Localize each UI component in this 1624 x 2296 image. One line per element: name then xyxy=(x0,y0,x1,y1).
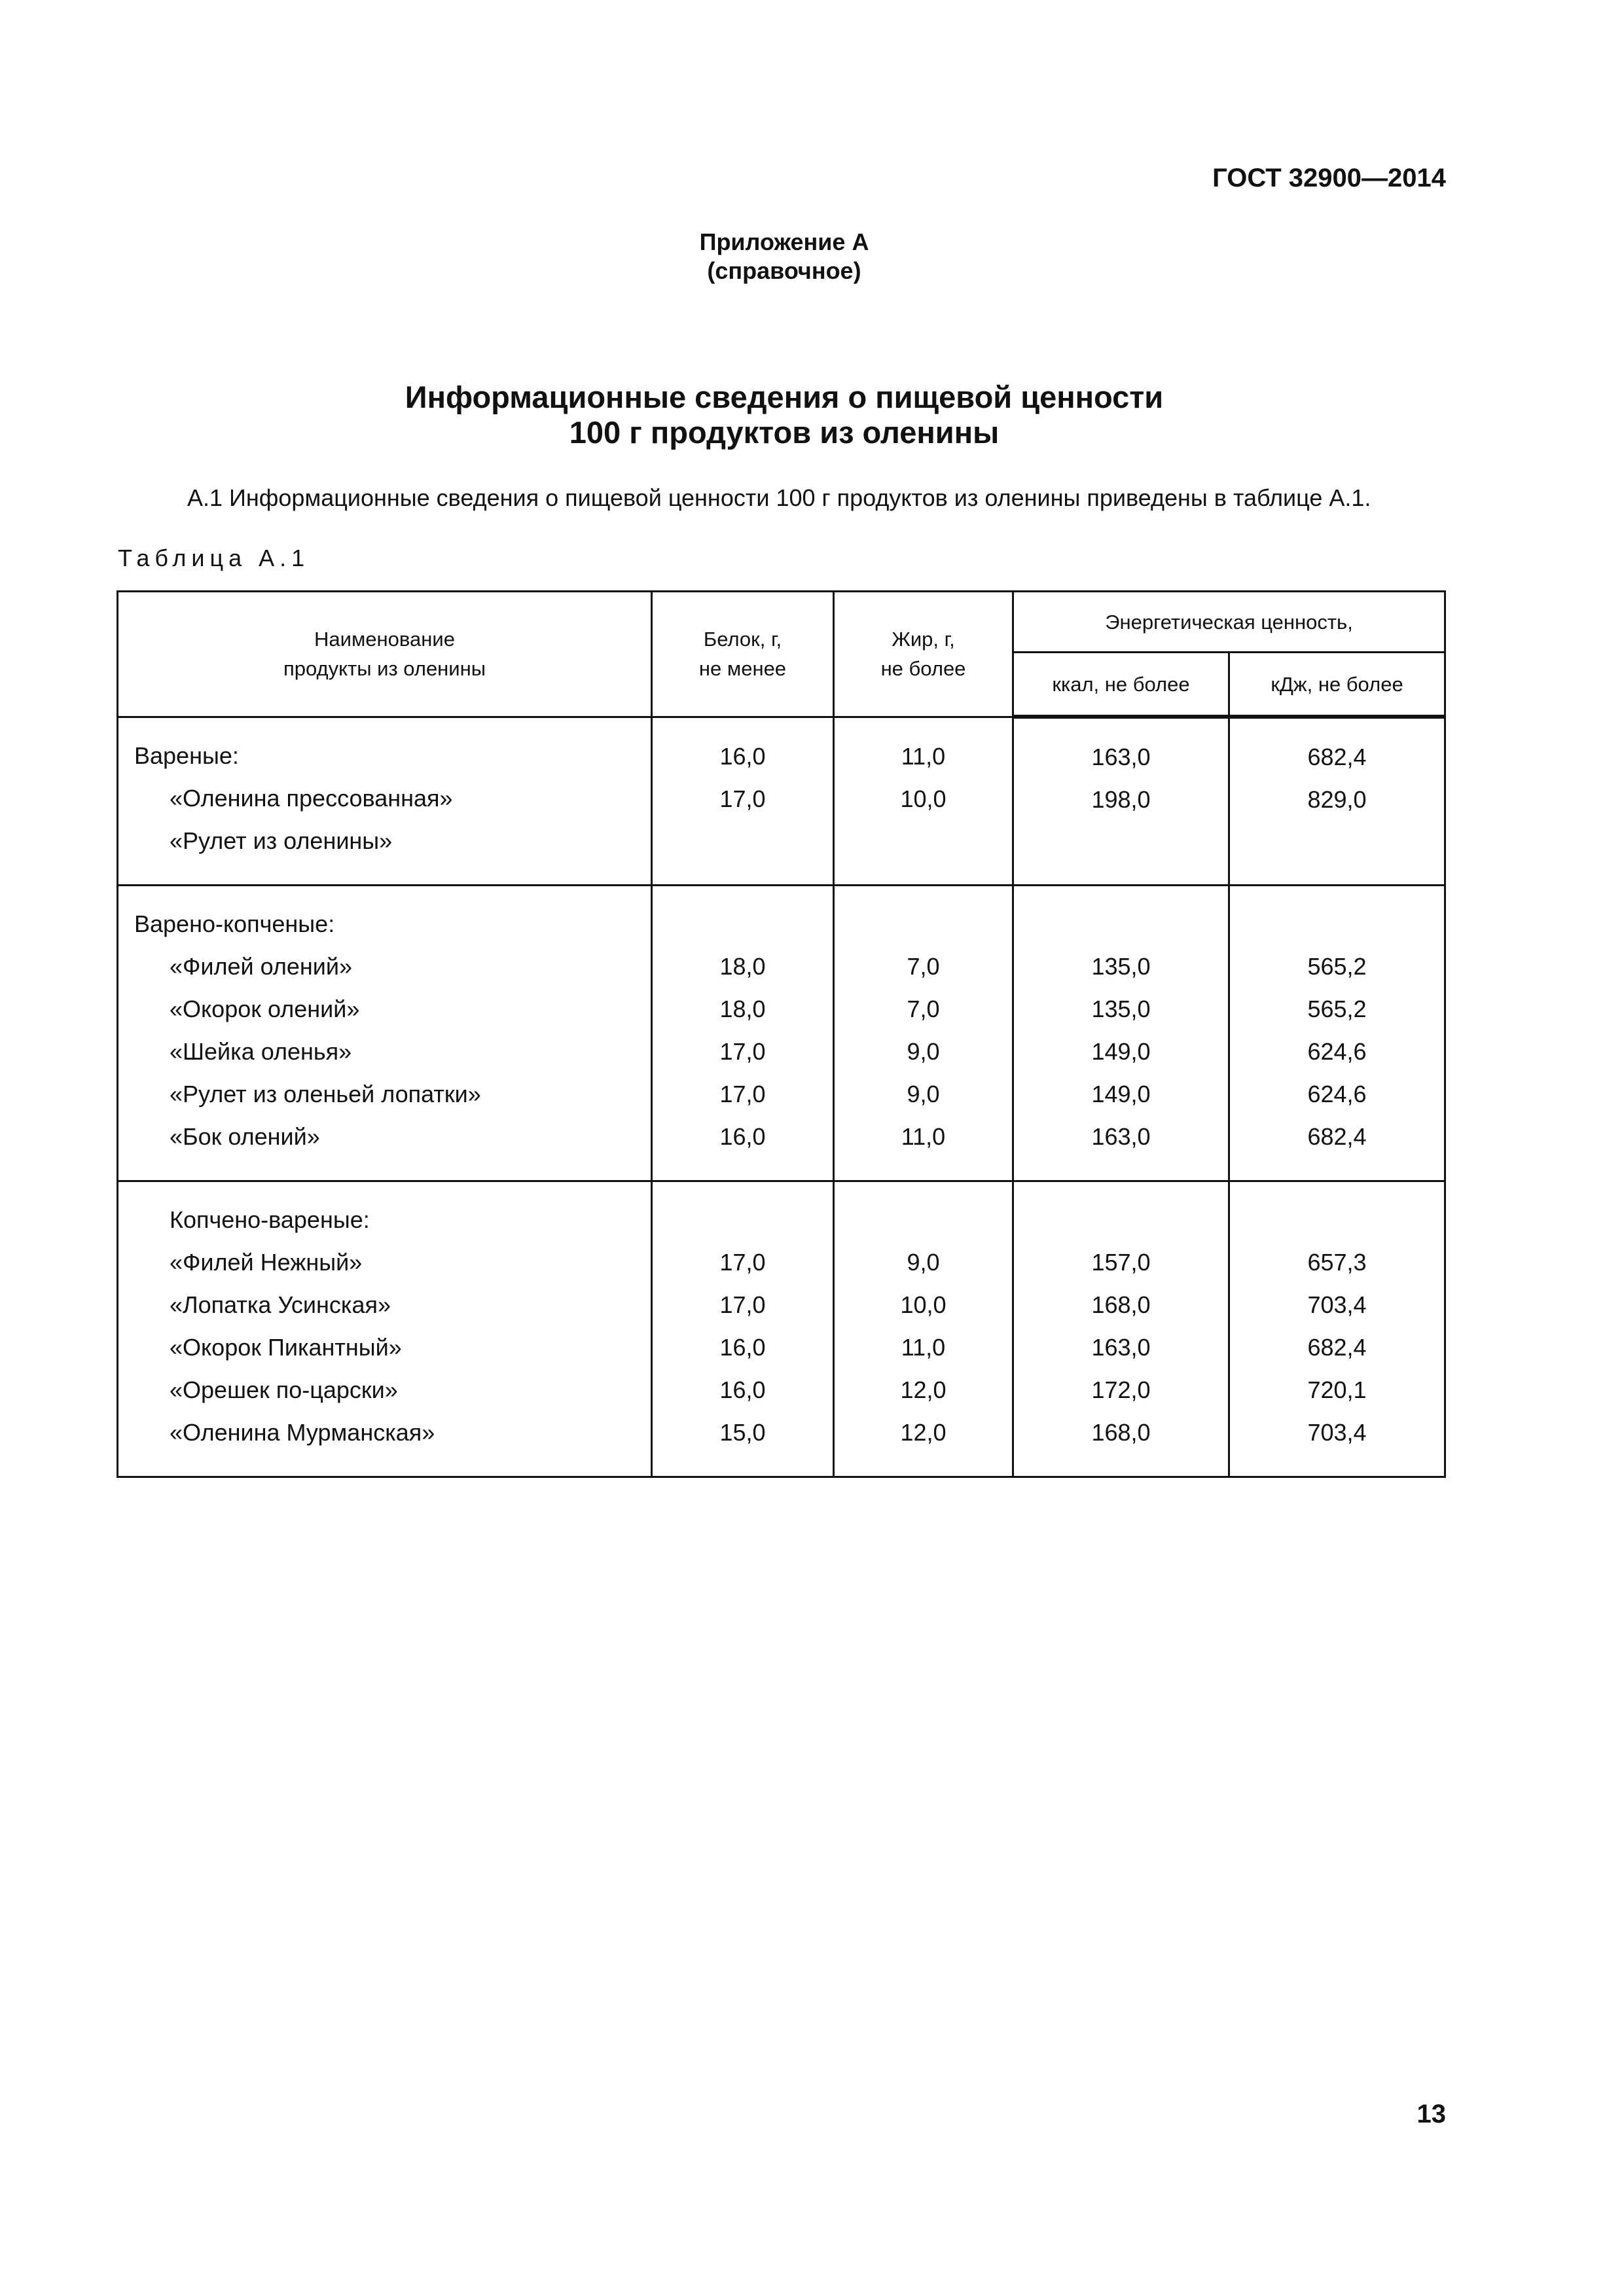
table-group-boiled-smoked xyxy=(118,885,1445,1181)
fat-value: 7,0 xyxy=(907,995,940,1022)
gost-number: ГОСТ 32900—2014 xyxy=(1212,164,1446,192)
table-group-boiled xyxy=(118,717,1445,885)
fat-value: 9,0 xyxy=(907,1248,940,1276)
kj-value: 624,6 xyxy=(1307,1080,1367,1107)
appendix-heading xyxy=(0,228,1568,285)
fat-value: 12,0 xyxy=(900,1376,947,1403)
product-name: «Оленина Мурманская» xyxy=(170,1418,435,1446)
kcal-cell xyxy=(1013,885,1229,1181)
fat-value: 12,0 xyxy=(900,1418,947,1446)
kj-value: 682,4 xyxy=(1307,744,1367,770)
kj-cell xyxy=(1229,1181,1445,1477)
header-fat-line-2: не более xyxy=(880,657,966,681)
appendix-title: Приложение А xyxy=(699,228,869,255)
fat-cell xyxy=(834,885,1013,1181)
header-product-name-line-1: Наименование xyxy=(314,628,455,651)
kj-value: 565,2 xyxy=(1307,952,1367,980)
appendix-subtitle: (справочное) xyxy=(707,257,861,284)
nutrition-table xyxy=(117,590,1446,1478)
kj-value: 624,6 xyxy=(1307,1037,1367,1065)
header-kcal: ккал, не более xyxy=(1013,653,1229,717)
table-header xyxy=(118,592,1445,717)
group-label: Копчено-вареные: xyxy=(170,1206,370,1233)
product-name-cell xyxy=(118,1181,652,1477)
product-name: «Орешек по-царски» xyxy=(170,1376,398,1403)
product-name: «Рулет из оленьей лопатки» xyxy=(170,1080,481,1107)
kcal-value: 149,0 xyxy=(1091,1037,1151,1065)
header-protein-line-1: Белок, г, xyxy=(703,628,782,651)
protein-value: 17,0 xyxy=(719,1291,766,1318)
protein-value: 15,0 xyxy=(719,1418,766,1446)
header-kj: кДж, не более xyxy=(1229,653,1445,717)
kj-value: 682,4 xyxy=(1307,1122,1367,1150)
header-protein-line-2: не менее xyxy=(698,657,787,681)
protein-value: 16,0 xyxy=(719,1333,766,1361)
kcal-value: 168,0 xyxy=(1091,1291,1151,1318)
document-title-line-2: 100 г продуктов из оленины xyxy=(569,415,1000,450)
protein-value: 18,0 xyxy=(719,995,766,1022)
kj-value: 565,2 xyxy=(1307,995,1367,1022)
document-title xyxy=(0,380,1568,450)
fat-value: 7,0 xyxy=(907,952,940,980)
table-caption: Таблица А.1 xyxy=(118,545,310,571)
header-product-name-line-2: продукты из оленины xyxy=(283,657,486,681)
protein-cell xyxy=(652,717,834,885)
fat-value: 11,0 xyxy=(901,1333,946,1361)
kcal-value: 163,0 xyxy=(1091,1333,1151,1361)
kcal-value: 172,0 xyxy=(1091,1376,1151,1403)
kcal-value: 168,0 xyxy=(1091,1418,1151,1446)
intro-paragraph: А.1 Информационные сведения о пищевой ценности 100 г продуктов из оленины приведены в таблице А.1. xyxy=(187,484,1371,511)
header-protein xyxy=(652,592,834,717)
kcal-value: 149,0 xyxy=(1091,1080,1151,1107)
protein-cell xyxy=(652,885,834,1181)
protein-value: 17,0 xyxy=(719,785,766,812)
kcal-value: 163,0 xyxy=(1091,1122,1151,1150)
kcal-cell xyxy=(1013,717,1229,885)
protein-value: 16,0 xyxy=(719,1376,766,1403)
table-row-group xyxy=(118,885,1445,1181)
fat-value: 9,0 xyxy=(907,1037,940,1065)
fat-value: 10,0 xyxy=(900,785,947,812)
product-name: «Филей олений» xyxy=(170,952,353,980)
fat-cell xyxy=(834,717,1013,885)
protein-value: 16,0 xyxy=(719,1122,766,1150)
header-fat xyxy=(834,592,1013,717)
product-name: «Лопатка Усинская» xyxy=(170,1291,391,1318)
fat-value: 11,0 xyxy=(901,1122,946,1150)
kj-cell xyxy=(1229,885,1445,1181)
kj-value: 703,4 xyxy=(1307,1291,1367,1318)
header-fat-line-1: Жир, г, xyxy=(892,628,955,651)
fat-value: 9,0 xyxy=(907,1080,940,1107)
page-number: 13 xyxy=(1416,2100,1446,2128)
protein-value: 17,0 xyxy=(719,1248,766,1276)
document-title-line-1: Информационные сведения о пищевой ценности xyxy=(405,380,1164,414)
group-label: Варено-копченые: xyxy=(134,910,335,937)
table-row-group xyxy=(118,717,1445,885)
protein-value: 17,0 xyxy=(719,1080,766,1107)
fat-cell xyxy=(834,1181,1013,1477)
kcal-cell xyxy=(1013,1181,1229,1477)
product-name-cell xyxy=(118,885,652,1181)
product-name: «Оленина прессованная» xyxy=(170,784,453,812)
product-name: «Окорок Пикантный» xyxy=(170,1333,402,1361)
fat-value: 10,0 xyxy=(900,1291,947,1318)
product-name-cell xyxy=(118,717,652,885)
kj-value: 657,3 xyxy=(1307,1248,1367,1276)
product-name: «Филей Нежный» xyxy=(170,1248,363,1276)
product-name: «Бок олений» xyxy=(170,1122,320,1150)
kcal-value: 157,0 xyxy=(1091,1248,1151,1276)
protein-value: 17,0 xyxy=(719,1037,766,1065)
fat-value: 11,0 xyxy=(901,742,946,770)
kj-value: 720,1 xyxy=(1307,1376,1367,1403)
protein-cell xyxy=(652,1181,834,1477)
kcal-value: 163,0 xyxy=(1091,744,1151,770)
table-group-smoked-boiled xyxy=(118,1181,1445,1477)
group-label: Вареные: xyxy=(134,742,239,769)
header-product-name xyxy=(118,592,652,717)
table-row-group xyxy=(118,1181,1445,1477)
product-name: «Окорок олений» xyxy=(170,995,360,1022)
kcal-value: 135,0 xyxy=(1091,952,1151,980)
protein-value: 16,0 xyxy=(719,742,766,770)
kj-cell xyxy=(1229,717,1445,885)
kcal-value: 198,0 xyxy=(1091,786,1151,813)
kj-value: 703,4 xyxy=(1307,1418,1367,1446)
kj-value: 829,0 xyxy=(1307,786,1367,813)
protein-value: 18,0 xyxy=(719,952,766,980)
kcal-value: 135,0 xyxy=(1091,995,1151,1022)
header-energy: Энергетическая ценность, xyxy=(1013,592,1445,653)
product-name: «Рулет из оленины» xyxy=(170,827,393,854)
kj-value: 682,4 xyxy=(1307,1333,1367,1361)
product-name: «Шейка оленья» xyxy=(170,1037,352,1065)
